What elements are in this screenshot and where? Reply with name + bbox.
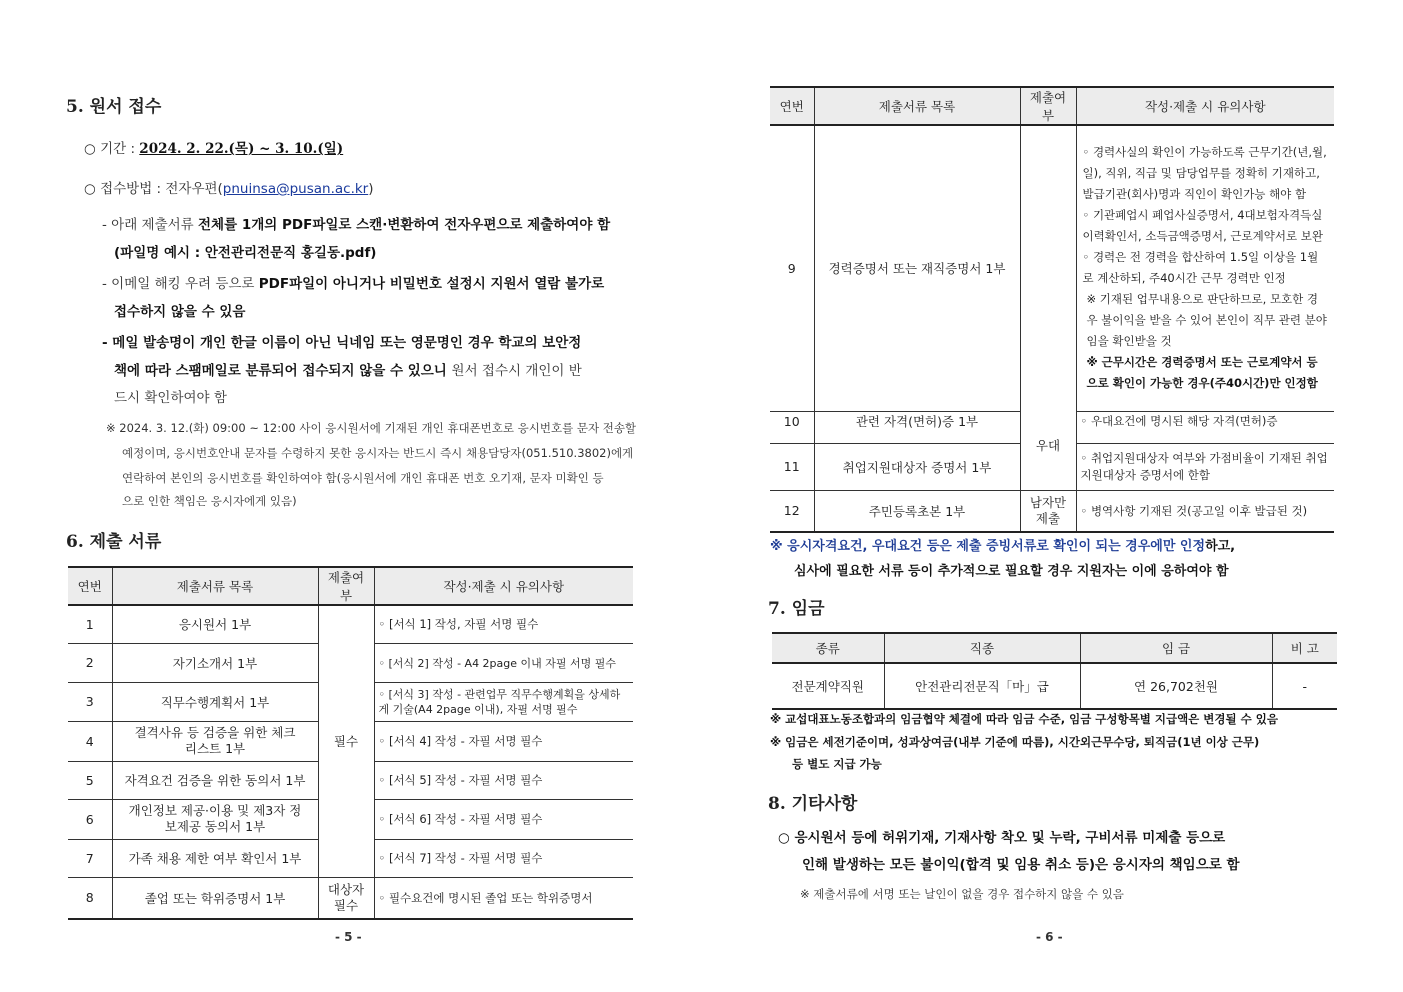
col-header-doc: 제출서류 목록 (814, 87, 1020, 125)
row-no: 7 (68, 839, 112, 877)
row-note: ◦ [서식 1] 작성, 자필 서명 필수 (374, 605, 633, 643)
row-no: 11 (770, 443, 814, 490)
row-note: ◦ 우대요건에 명시된 해당 자격(면허)증 (1076, 400, 1334, 443)
col-header-note: 작성·제출 시 유의사항 (1076, 87, 1334, 125)
wage-note-1: ※ 교섭대표노동조합과의 임금협약 체결에 따라 임금 수준, 임금 구성항목별 지급액은 변경될 수 있음 (770, 712, 1278, 726)
dash-1-prefix: - 아래 제출서류 (102, 217, 198, 233)
req-9-11 (1020, 125, 1076, 411)
row-note: ◦ 취업지원대상자 여부와 가점비율이 기재된 취업지원대상자 증명서에 한함 (1076, 443, 1334, 490)
row-no: 12 (770, 490, 814, 532)
page-6 (700, 0, 1403, 992)
table-row (772, 663, 1337, 709)
dash-2-line-2: 접수하지 않을 수 있음 (114, 304, 246, 320)
col-header-no: 연번 (68, 567, 112, 605)
row-doc: 졸업 또는 학위증명서 1부 (112, 877, 318, 919)
row-doc: 관련 자격(면허)증 1부 (814, 400, 1020, 443)
col-header-note: 작성·제출 시 유의사항 (374, 567, 633, 605)
row-req: 남자만 제출 (1020, 490, 1076, 532)
dash-3-line-3: 드시 확인하여야 함 (114, 390, 227, 406)
documents-table (68, 566, 633, 920)
row-doc: 가족 채용 제한 여부 확인서 1부 (112, 839, 318, 877)
section-6-title: 6. 제출 서류 (66, 532, 162, 552)
row-no: 1 (68, 605, 112, 643)
note-bullet: ◦ 경력은 전 경력을 합산하여 1.5일 이상을 1월로 계산하되, 주40시간 근무 경력만 인정 (1083, 247, 1329, 289)
note-mark: ※ 기재된 업무내용으로 판단하므로, 모호한 경우 불이익을 받을 수 있어 본인이 직무 관련 분야임을 확인받을 것 (1086, 292, 1327, 349)
method-line (84, 177, 374, 197)
dash-3-line-1: - 메일 발송명이 개인 한글 이름이 아닌 닉네임 또는 영문명인 경우 학교의 보안정 (102, 335, 582, 351)
dash-3-bold: 책에 따라 스팸메일로 분류되어 접수되지 않을 수 있으니 (114, 363, 452, 379)
row-note: ◦ 병역사항 기재된 것(공고일 이후 발급된 것) (1076, 490, 1334, 532)
section-7-title: 7. 임금 (768, 599, 825, 619)
row-note: ◦ 필수요건에 명시된 졸업 또는 학위증명서 (374, 877, 633, 919)
col-header-no: 연번 (770, 87, 814, 125)
method-close: ) (368, 181, 374, 197)
wage-header-wage: 임 금 (1080, 633, 1272, 663)
wage-header-remark: 비 고 (1272, 633, 1337, 663)
row-req: 대상자 필수 (318, 877, 374, 919)
wage-note-2: ※ 임금은 세전기준이며, 성과상여금(내부 기준에 따름), 시간외근무수당, 퇴직금(1년 이상 근무) (770, 735, 1260, 749)
wage-header-type: 종류 (772, 633, 884, 663)
row-note: ◦ [서식 4] 작성 - 자필 서명 필수 (374, 721, 633, 761)
dash-1-line-1 (102, 213, 610, 233)
wage-header-job: 직종 (884, 633, 1080, 663)
wage-amount: 연 26,702천원 (1080, 663, 1272, 709)
dash-2-line-1 (102, 272, 604, 292)
sms-note-4: 으로 인한 책임은 응시자에게 있음) (122, 494, 297, 508)
page-number: - 6 - (1036, 930, 1063, 944)
row-doc: 취업지원대상자 증명서 1부 (814, 443, 1020, 490)
period-label: ○ 기간 : (84, 141, 140, 157)
table-row (68, 605, 633, 643)
row-no: 9 (770, 125, 814, 411)
row-note: ◦ [서식 3] 작성 - 관련업무 직무수행계획을 상세하게 기술(A4 2page 이내), 자필 서명 필수 (374, 682, 633, 721)
row-note (1076, 125, 1334, 411)
row-doc: 응시원서 1부 (112, 605, 318, 643)
period-line (84, 137, 343, 157)
wage-job: 안전관리전문직「마」급 (884, 663, 1080, 709)
col-header-doc: 제출서류 목록 (112, 567, 318, 605)
wage-note-3: 등 별도 지급 가능 (792, 757, 882, 771)
table-row (770, 400, 1334, 443)
row-no: 2 (68, 643, 112, 682)
dash-2-bold: PDF파일이 아니거나 비밀번호 설정시 지원서 열람 불가로 (258, 276, 605, 292)
table-row (770, 490, 1334, 532)
row-no: 10 (770, 400, 814, 443)
dash-3-normal: 원서 접수시 개인이 반 (451, 363, 582, 379)
qualification-note-2: 심사에 필요한 서류 등이 추가적으로 필요할 경우 지원자는 이에 응하여야 함 (794, 564, 1229, 579)
section-8-title: 8. 기타사항 (768, 794, 858, 814)
qualification-note-blue: ※ 응시자격요건, 우대요건 등은 제출 증빙서류로 확인이 되는 경우에만 인정 (770, 539, 1206, 554)
table-row (770, 125, 1334, 411)
note-mark-bold: ※ 근무시간은 경력증명서 또는 근로계약서 등으로 확인이 가능한 경우(주40시간)만 인정함 (1086, 355, 1318, 391)
etc-line-2: 인해 발생하는 모든 불이익(합격 및 임용 취소 등)은 응시자의 책임으로 함 (802, 857, 1240, 873)
wage-remark: - (1272, 663, 1337, 709)
documents-table-continued (770, 86, 1334, 412)
page-5 (0, 0, 700, 992)
row-doc: 주민등록초본 1부 (814, 490, 1020, 532)
etc-line-1: ○ 응시원서 등에 허위기재, 기재사항 착오 및 누락, 구비서류 미제출 등으로 (778, 830, 1226, 846)
required-cell: 필수 (318, 605, 374, 877)
preferred-cell: 우대 (1020, 400, 1076, 490)
col-header-req: 제출여부 (1020, 87, 1076, 125)
sms-note-1: ※ 2024. 3. 12.(화) 09:00 ~ 12:00 사이 응시원서에 기재된 개인 휴대폰번호로 응시번호를 문자 전송할 (106, 421, 637, 435)
period-value: 2024. 2. 22.(목) ~ 3. 10.(일) (139, 141, 344, 157)
row-note: ◦ [서식 5] 작성 - 자필 서명 필수 (374, 761, 633, 799)
etc-note: ※ 제출서류에 서명 또는 날인이 없을 경우 접수하지 않을 수 있음 (800, 887, 1124, 901)
row-no: 4 (68, 721, 112, 761)
dash-3-line-2 (114, 359, 582, 379)
qualification-note-1 (770, 535, 1235, 554)
row-note: ◦ [서식 7] 작성 - 자필 서명 필수 (374, 839, 633, 877)
email-link[interactable]: pnuinsa@pusan.ac.kr (222, 181, 369, 197)
row-doc: 결격사유 등 검증을 위한 체크리스트 1부 (112, 721, 318, 761)
sms-note-2: 예정이며, 응시번호안내 문자를 수령하지 못한 응시자는 반드시 즉시 채용담당자(051.510.3802)에게 (122, 446, 634, 460)
qualification-note-tail: 하고, (1205, 539, 1236, 554)
section-5-title: 5. 원서 접수 (66, 97, 162, 117)
note-bullet: ◦ 경력사실의 확인이 가능하도록 근무기간(년,월,일), 직위, 직급 및 담당업무를 정확히 기재하고, 발급기관(회사)명과 직인이 확인가능 해야 함 (1083, 142, 1329, 205)
row-doc: 경력증명서 또는 재직증명서 1부 (814, 125, 1020, 411)
row-doc: 개인정보 제공·이용 및 제3자 정보제공 동의서 1부 (112, 799, 318, 839)
method-label: ○ 접수방법 : 전자우편( (84, 181, 223, 197)
dash-1-line-2: (파일명 예시 : 안전관리전문직 홍길동.pdf) (114, 245, 377, 261)
row-no: 6 (68, 799, 112, 839)
row-no: 8 (68, 877, 112, 919)
wage-type: 전문계약직원 (772, 663, 884, 709)
table-row (68, 877, 633, 919)
row-doc: 자기소개서 1부 (112, 643, 318, 682)
row-no: 5 (68, 761, 112, 799)
dash-2-prefix: - 이메일 해킹 우려 등으로 (102, 276, 259, 292)
wage-table (772, 632, 1337, 710)
sms-note-3: 연락하여 본인의 응시번호를 확인하여야 함(응시원서에 개인 휴대폰 번호 오기재, 문자 미확인 등 (122, 471, 604, 485)
row-doc: 직무수행계획서 1부 (112, 682, 318, 721)
row-doc: 자격요건 검증을 위한 동의서 1부 (112, 761, 318, 799)
note-bullet: ◦ 기관폐업시 폐업사실증명서, 4대보험자격득실이력확인서, 소득금액증명서, 근로계약서로 보완 (1083, 205, 1329, 247)
col-header-req: 제출여부 (318, 567, 374, 605)
row-note: ◦ [서식 6] 작성 - 자필 서명 필수 (374, 799, 633, 839)
row-note: ◦ [서식 2] 작성 - A4 2page 이내 자필 서명 필수 (374, 643, 633, 682)
page-number: - 5 - (335, 930, 362, 944)
dash-1-bold: 전체를 1개의 PDF파일로 스캔·변환하여 전자우편으로 제출하여야 함 (198, 217, 611, 233)
documents-table-tail (770, 400, 1334, 533)
row-no: 3 (68, 682, 112, 721)
